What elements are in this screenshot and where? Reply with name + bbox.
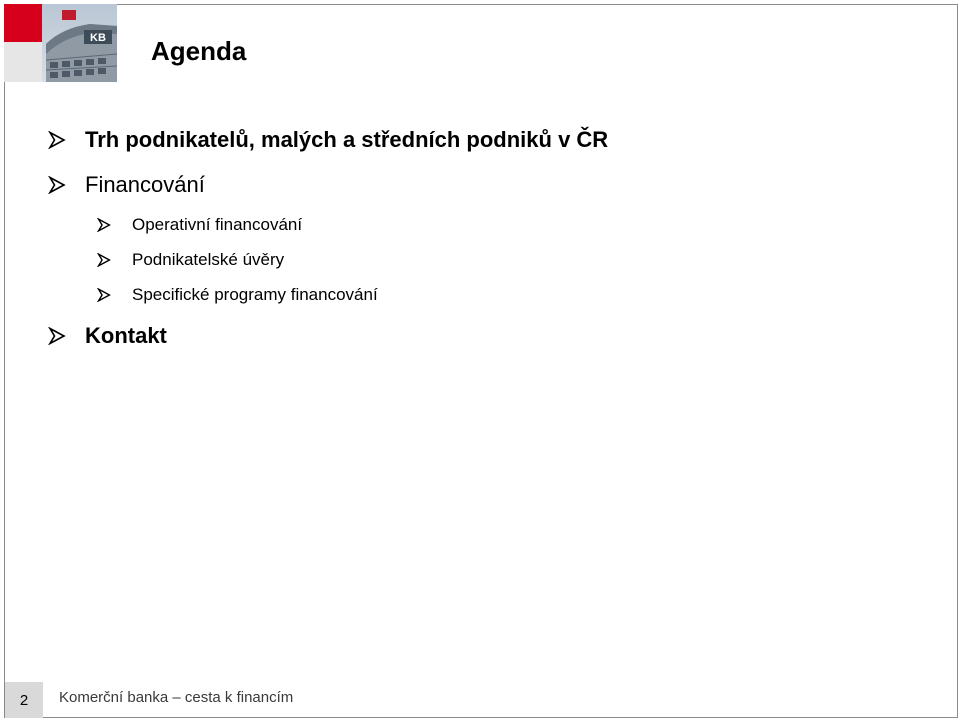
agenda-item-financing	[48, 172, 205, 198]
agenda-subitem-label: Specifické programy financování	[132, 285, 378, 304]
page-number-text: 2	[19, 691, 29, 709]
building-photo	[42, 4, 117, 82]
agenda-subitem-programs	[97, 285, 378, 305]
agenda-subitem-label: Operativní financování	[132, 215, 303, 234]
page-number	[5, 682, 43, 718]
agenda-item-label: Financování	[85, 172, 205, 197]
agenda-item-label: Kontakt	[85, 323, 167, 348]
agenda-subitem-operative	[97, 215, 302, 235]
arrowhead-bullet-icon	[97, 288, 111, 302]
arrowhead-bullet-icon	[48, 327, 66, 345]
agenda-subitem-loans	[97, 250, 284, 270]
agenda-item-market	[48, 127, 608, 153]
agenda-item-label: Trh podnikatelů, malých a středních podniků v ČR	[85, 127, 609, 152]
slide-frame	[4, 4, 958, 718]
logo-grey-square	[4, 42, 42, 82]
slide-title: Agenda	[151, 36, 247, 66]
arrowhead-bullet-icon	[97, 218, 111, 232]
kb-logo	[4, 4, 117, 82]
logo-red-square	[4, 4, 42, 42]
footer-tagline: Komerční banka – cesta k financím	[59, 689, 294, 706]
agenda-item-contact	[48, 323, 167, 349]
arrowhead-bullet-icon	[48, 131, 66, 149]
agenda-subitem-label: Podnikatelské úvěry	[132, 250, 285, 269]
logo-text: KB	[90, 32, 106, 44]
arrowhead-bullet-icon	[48, 176, 66, 194]
arrowhead-bullet-icon	[97, 253, 111, 267]
